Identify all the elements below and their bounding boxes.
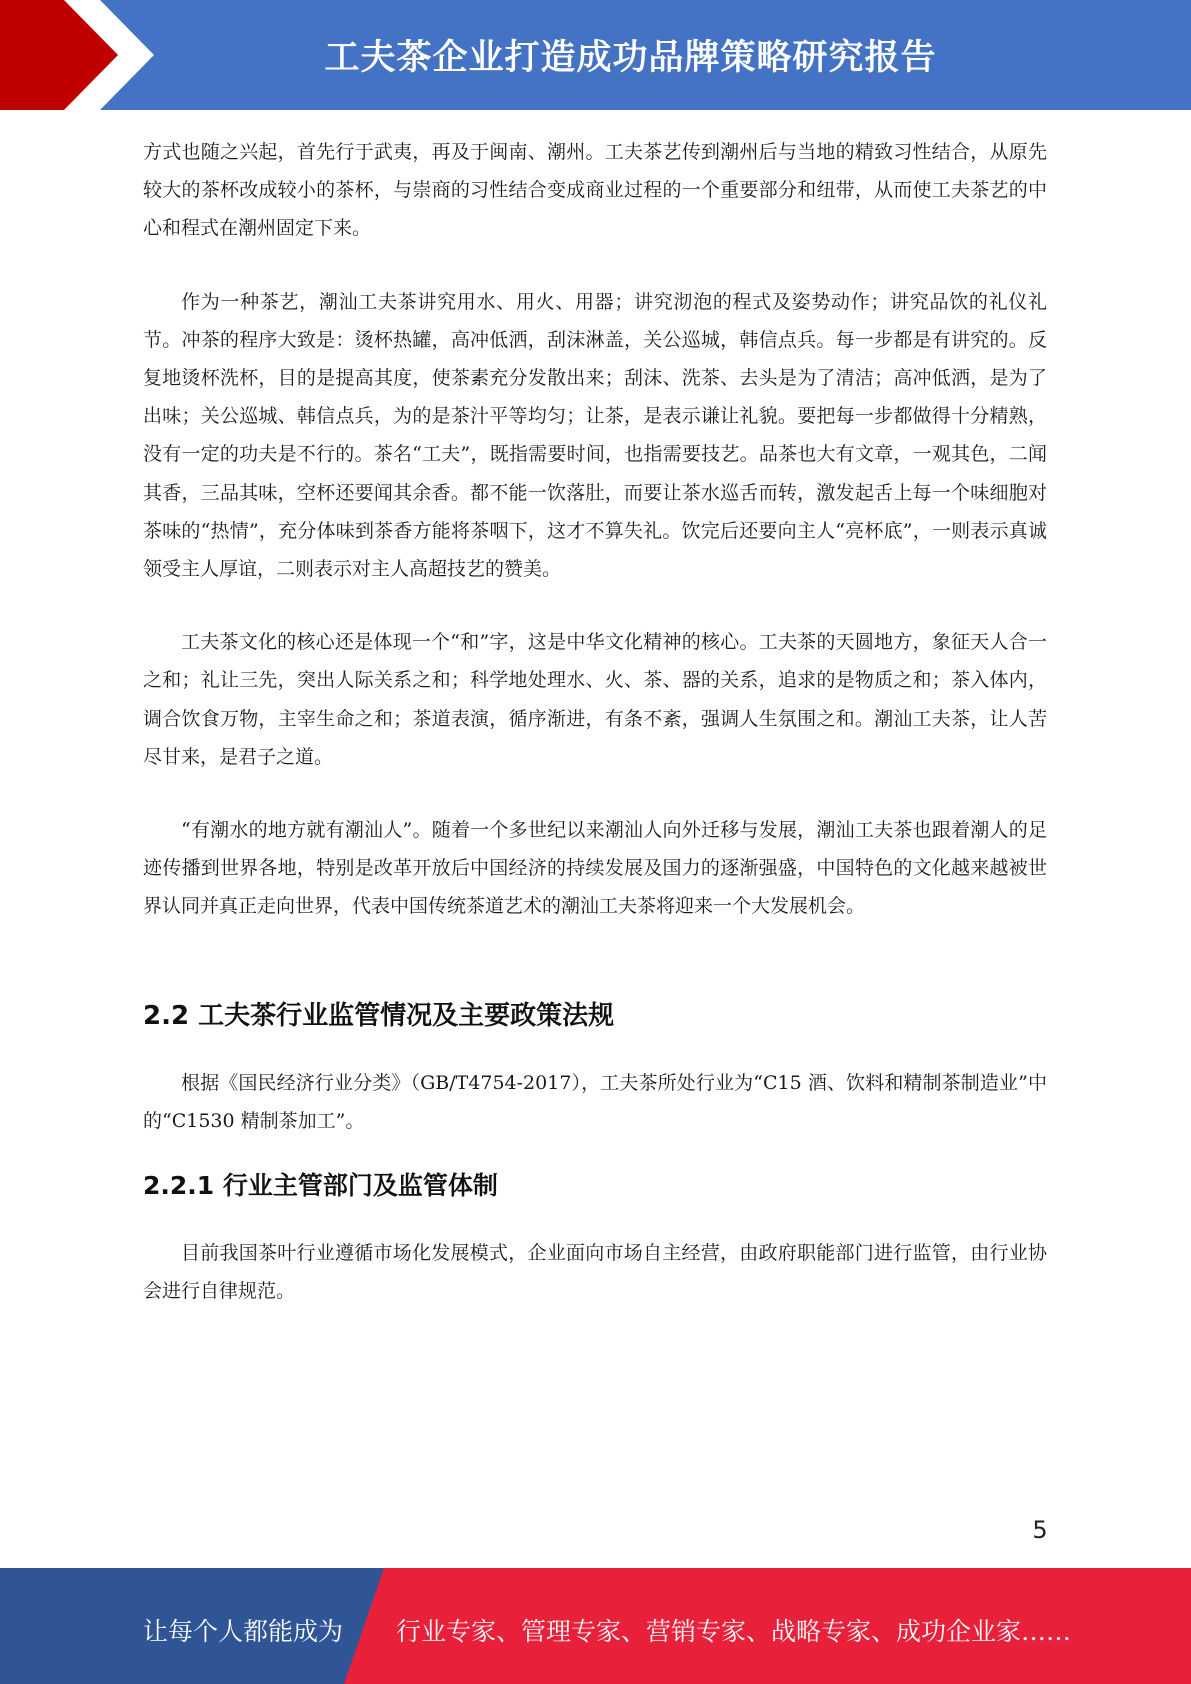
body-paragraph: 目前我国茶叶行业遵循市场化发展模式，企业面向市场自主经营，由政府职能部门进行监管，由行业协会进行自律规范。 (143, 1242, 1047, 1303)
page-content (143, 133, 1047, 1310)
body-paragraph: “有潮水的地方就有潮汕人”。随着一个多世纪以来潮汕人向外迁移与发展，潮汕工夫茶也跟着潮人的足迹传播到世界各地，特别是改革开放后中国经济的持续发展及国力的逐渐强盛，中国特色的文化越来越被世界认同并真正走向世界，代表中国传统茶道艺术的潮汕工夫茶将迎来一个大发展机会。 (143, 819, 1047, 918)
page-number: 5 (1032, 1516, 1048, 1544)
body-paragraph: 根据《国民经济行业分类》（GB/T4754-2017），工夫茶所处行业为“C15 酒、饮料和精制茶制造业”中的“C1530 精制茶加工”。 (143, 1071, 1047, 1132)
page-footer (0, 1568, 1191, 1684)
footer-slogan-right: 行业专家、管理专家、营销专家、战略专家、成功企业家…… (396, 1617, 1072, 1646)
section-heading-2-2-1: 2.2.1 行业主管部门及监管体制 (143, 1171, 498, 1201)
body-paragraph: 工夫茶文化的核心还是体现一个“和”字，这是中华文化精神的核心。工夫茶的天圆地方，象征天人合一之和；礼让三先，突出人际关系之和；科学地处理水、火、茶、器的关系，追求的是物质之和；茶入体内，调合饮食万物，主宰生命之和；茶道表演，循序渐进，有条不紊，强调人生氛围之和。潮汕工夫茶，让人苦尽甘来，是君子之道。 (143, 631, 1047, 768)
section-heading-2-2: 2.2 工夫茶行业监管情况及主要政策法规 (143, 1000, 615, 1031)
body-paragraph: 作为一种茶艺，潮汕工夫茶讲究用水、用火、用器；讲究沏泡的程式及姿势动作；讲究品饮的礼仪礼节。冲茶的程序大致是：烫杯热罐，高冲低洒，刮沫淋盖，关公巡城，韩信点兵。每一步都是有讲究的。反复地烫杯洗杯，目的是提高其度，使茶素充分发散出来；刮沫、洗茶、去头是为了清洁；高冲低洒，是为了出味；关公巡城、韩信点兵，为的是茶汁平等均匀；让茶，是表示谦让礼貌。要把每一步都做得十分精熟，没有一定的功夫是不行的。茶名“工夫”，既指需要时间，也指需要技艺。品茶也大有文章，一观其色，二闻其香，三品其味，空杯还要闻其余香。都不能一饮落肚，而要让茶水巡舌而转，激发起舌上每一个味细胞对茶味的“热情”，充分体味到茶香方能将茶咽下，这才不算失礼。饮完后还要向主人“亮杯底”，一则表示真诚领受主人厚谊，二则表示对主人高超技艺的赞美。 (143, 290, 1047, 581)
report-title: 工夫茶企业打造成功品牌策略研究报告 (324, 38, 937, 78)
page-header (0, 0, 1191, 110)
body-paragraph: 方式也随之兴起，首先行于武夷，再及于闽南、潮州。工夫茶艺传到潮州后与当地的精致习性结合，从原先较大的茶杯改成较小的茶杯，与崇商的习性结合变成商业过程的一个重要部分和纽带，从而使工夫茶艺的中心和程式在潮州固定下来。 (143, 141, 1047, 240)
footer-slogan-left: 让每个人都能成为 (143, 1617, 344, 1646)
